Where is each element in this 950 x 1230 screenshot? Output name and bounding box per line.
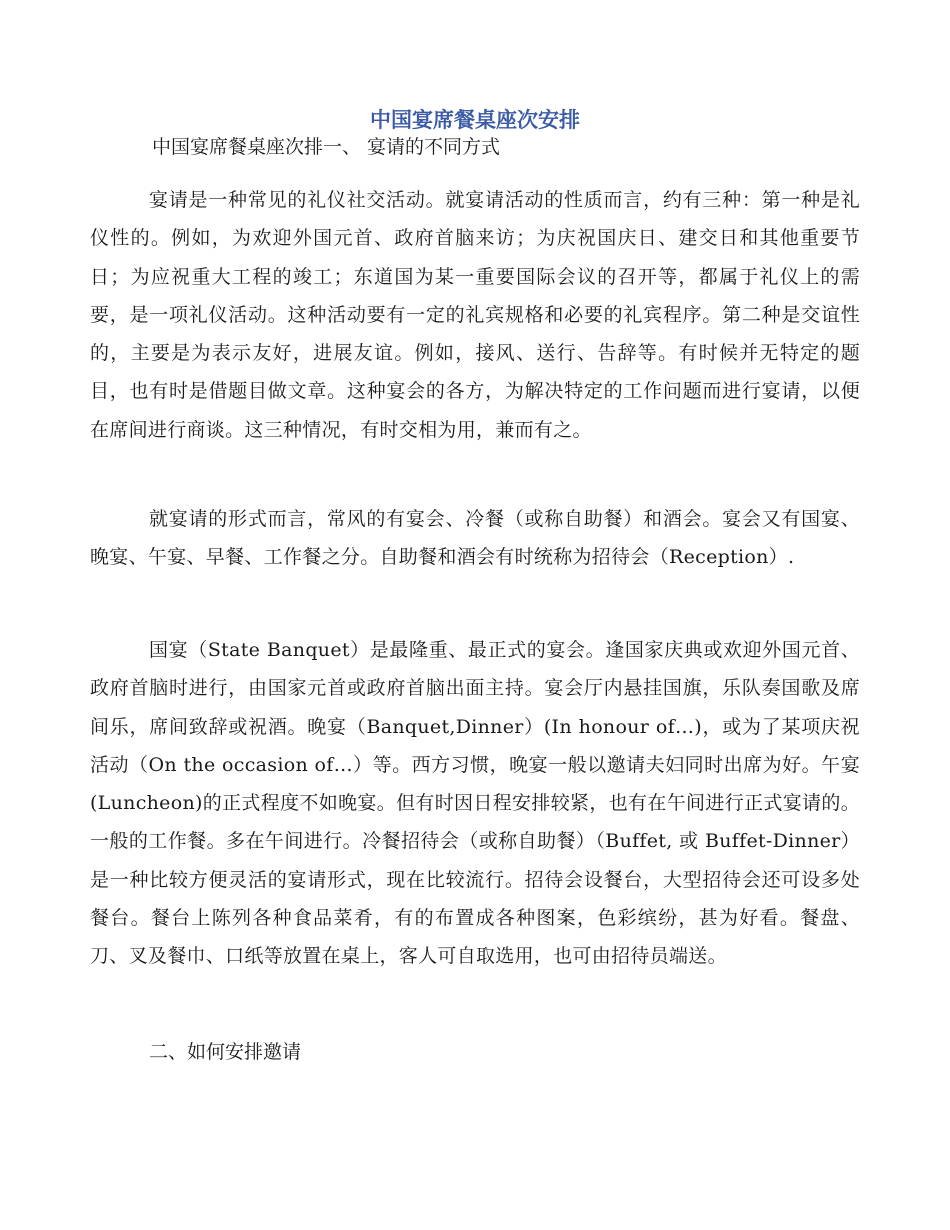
document-title: 中国宴席餐桌座次安排 <box>370 107 580 132</box>
paragraph-banquet-forms: 就宴请的形式而言，常风的有宴会、冷餐（或称自助餐）和酒会。宴会又有国宴、晚宴、午宴、早餐、工作餐之分。自助餐和酒会有时统称为招待会（Reception）. <box>90 508 860 569</box>
paragraph-state-banquet: 国宴（State Banquet）是最隆重、最正式的宴会。逢国家庆典或欢迎外国元首、政府首脑时进行，由国家元首或政府首脑出面主持。宴会厅内悬挂国旗，乐队奏国歌及席间乐，席间致辞或祝酒。晚宴（Banquet,Dinner）(In honour of…)，或为了某项庆祝活动（On the occasion of…）等。西方习惯，晚宴一般以邀请夫妇同时出席为好。午宴(Luncheon)的正式程度不如晚宴。但有时因日程安排较紧，也有在午间进行正式宴请的。一般的工作餐。多在午间进行。冷餐招待会（或称自助餐）（Buffet, 或 Buffet-Dinner）是一种比较方便灵活的宴请形式，现在比较流行。招待会设餐台，大型招待会还可设多处餐台。餐台上陈列各种食品菜肴，有的布置成各种图案，色彩缤纷，甚为好看。餐盘、刀、叉及餐巾、口纸等放置在桌上，客人可自取选用，也可由招待员端送。 <box>90 639 860 968</box>
section-heading-invitations: 二、如何安排邀请 <box>149 1041 302 1063</box>
document-subtitle: 中国宴席餐桌座次排一、 宴请的不同方式 <box>152 136 501 158</box>
paragraph-banquet-types: 宴请是一种常见的礼仪社交活动。就宴请活动的性质而言，约有三种：第一种是礼仪性的。例如，为欢迎外国元首、政府首脑来访；为庆祝国庆日、建交日和其他重要节日；为应祝重大工程的竣工；东道国为某一重要国际会议的召开等，都属于礼仪上的需要，是一项礼仪活动。这种活动要有一定的礼宾规格和必要的礼宾程序。第二种是交谊性的，主要是为表示友好，进展友谊。例如，接风、送行、告辞等。有时候并无特定的题目，也有时是借题目做文章。这种宴会的各方，为解决特定的工作问题而进行宴请，以便在席间进行商谈。这三种情况，有时交相为用，兼而有之。 <box>90 189 860 441</box>
